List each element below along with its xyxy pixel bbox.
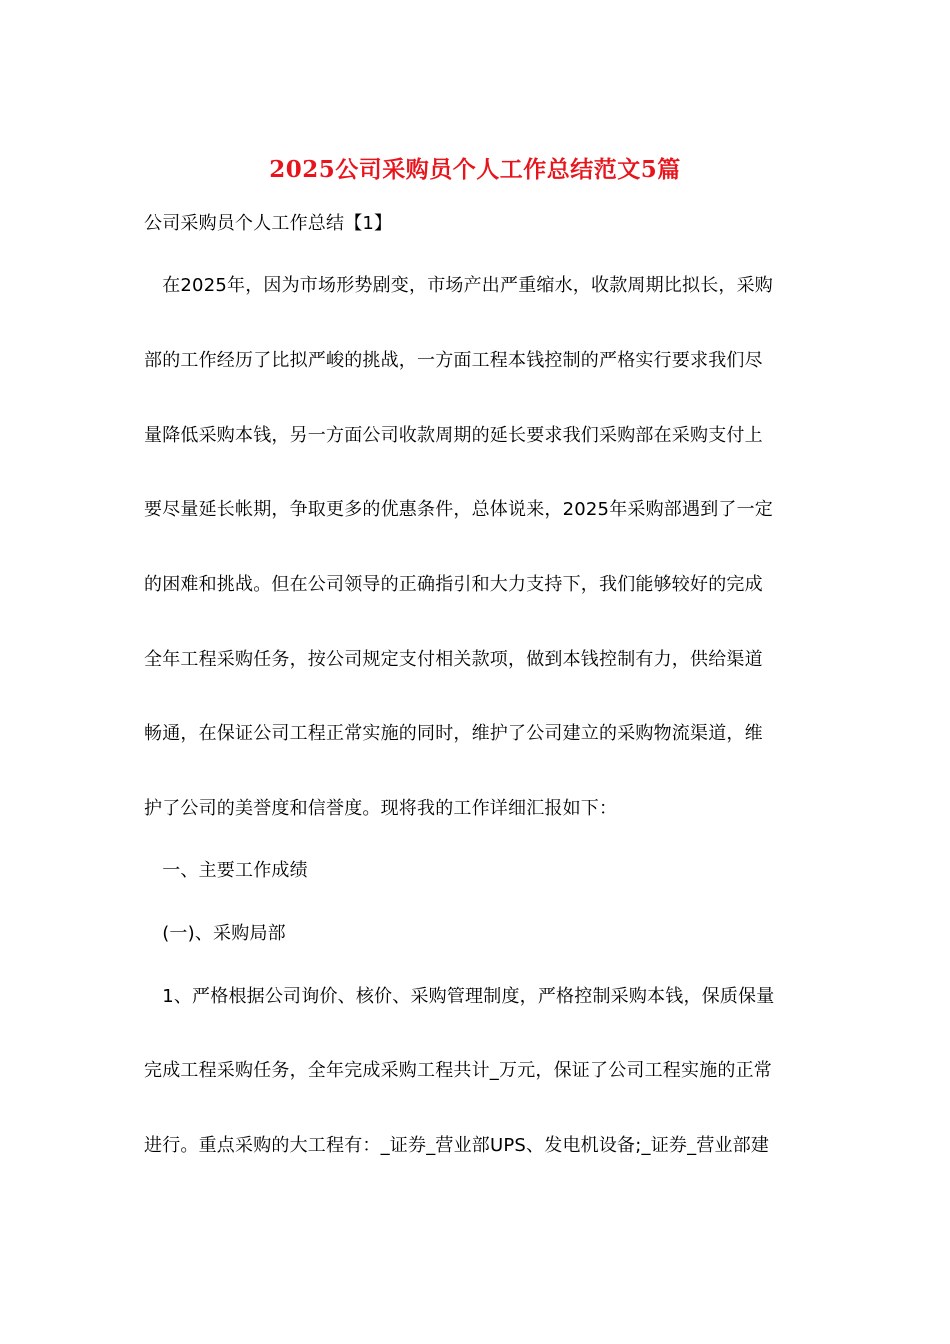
body-line: 进行。重点采购的大工程有：_证券_营业部UPS、发电机设备;_证券_营业部建 <box>144 1135 770 1156</box>
subheading: 一、主要工作成绩 <box>144 860 308 881</box>
subheading: (一)、采购局部 <box>144 923 286 944</box>
body-line: 完成工程采购任务，全年完成采购工程共计_万元，保证了公司工程实施的正常 <box>144 1060 772 1081</box>
body-line: 的困难和挑战。但在公司领导的正确指引和大力支持下，我们能够较好的完成 <box>144 574 763 595</box>
body-line: 部的工作经历了比拟严峻的挑战，一方面工程本钱控制的严格实行要求我们尽 <box>144 350 763 371</box>
body-line: 在2025年，因为市场形势剧变，市场产出严重缩水，收款周期比拟长，采购 <box>144 275 774 296</box>
body-line: 护了公司的美誉度和信誉度。现将我的工作详细汇报如下： <box>144 798 618 819</box>
document-title: 2025公司采购员个人工作总结范文5篇 <box>269 156 681 183</box>
body-line: 1、严格根据公司询价、核价、采购管理制度，严格控制采购本钱，保质保量 <box>144 986 775 1007</box>
body-line: 全年工程采购任务，按公司规定支付相关款项，做到本钱控制有力，供给渠道 <box>144 649 763 670</box>
section-heading: 公司采购员个人工作总结【1】 <box>144 213 393 234</box>
body-line: 量降低采购本钱，另一方面公司收款周期的延长要求我们采购部在采购支付上 <box>144 425 763 446</box>
body-line: 畅通，在保证公司工程正常实施的同时，维护了公司建立的采购物流渠道，维 <box>144 723 763 744</box>
body-line: 要尽量延长帐期，争取更多的优惠条件，总体说来，2025年采购部遇到了一定 <box>144 499 774 520</box>
